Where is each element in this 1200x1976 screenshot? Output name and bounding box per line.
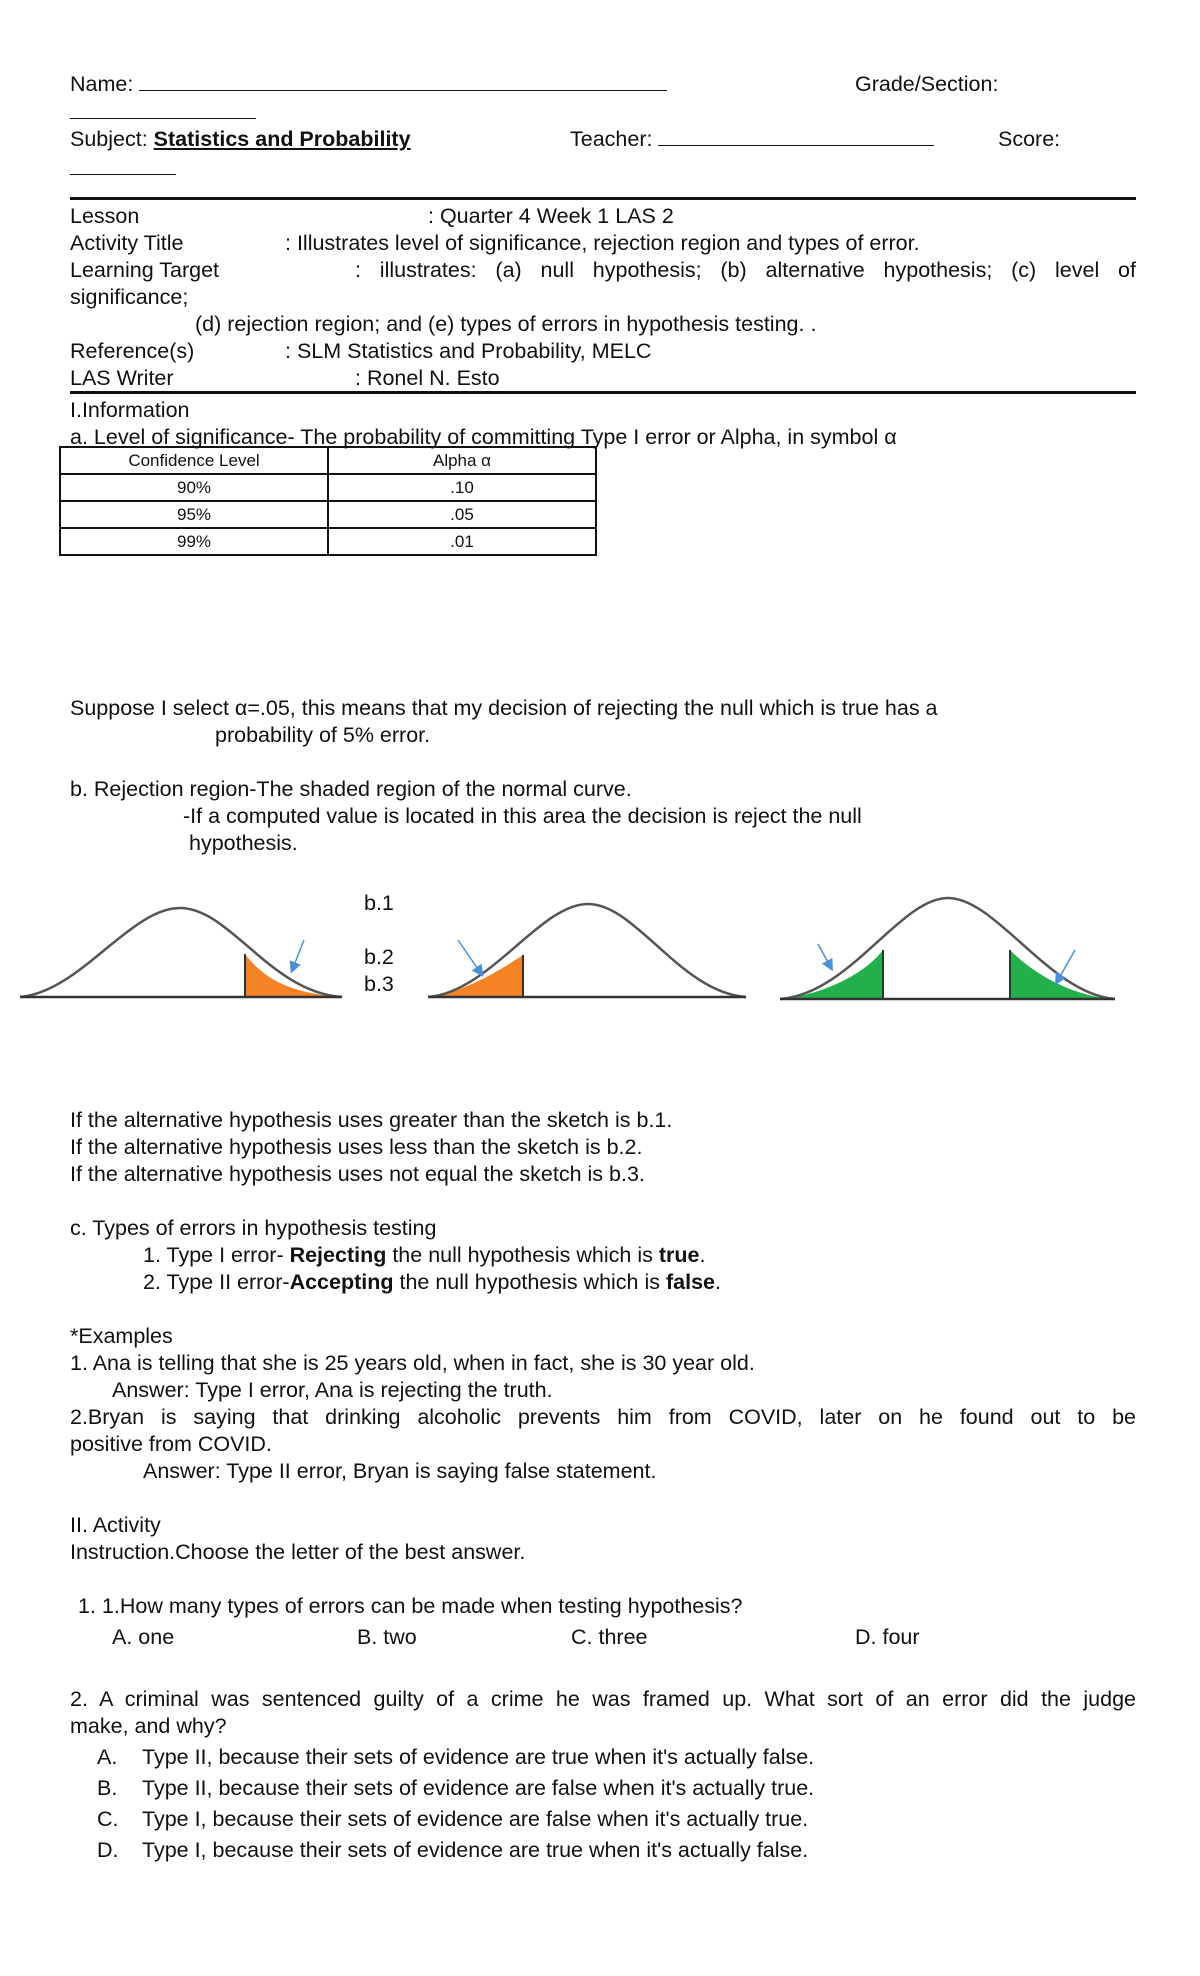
suppose-line1: Suppose I select α=.05, this means that my decision of rejecting the null which is true has a	[70, 696, 938, 720]
example-1: 1. Ana is telling that she is 25 years old, when in fact, she is 30 year old.	[70, 1351, 755, 1375]
suppose-line2: probability of 5% error.	[215, 723, 431, 747]
question-1: 1. 1.How many types of errors can be made when testing hypothesis?	[78, 1594, 743, 1618]
teacher-field[interactable]	[658, 127, 934, 146]
example-2-line1: 2.Bryan is saying that drinking alcoholic prevents him from COVID, later on he found out to be	[70, 1405, 1136, 1429]
q2-option-a[interactable]: A. Type II, because their sets of evidence are true when it's actually false.	[97, 1745, 815, 1769]
info-divider	[70, 391, 1136, 394]
right-tail-shade	[1010, 950, 1115, 999]
example-1-answer: Answer: Type I error, Ana is rejecting the truth.	[112, 1378, 553, 1402]
examples-heading: *Examples	[70, 1324, 173, 1348]
example-2-line2: positive from COVID.	[70, 1432, 272, 1456]
alt-line-2: If the alternative hypothesis uses less than the sketch is b.2.	[70, 1135, 643, 1159]
left-tail-shade	[780, 950, 883, 999]
rejection-line2: -If a computed value is located in this area the decision is reject the null	[183, 804, 862, 828]
activity-title-label: Activity Title	[70, 231, 184, 255]
learning-target-line1: : illustrates: (a) null hypothesis; (b) alternative hypothesis; (c) level of	[355, 258, 1136, 282]
normal-curve	[20, 908, 342, 997]
learning-target-line3: (d) rejection region; and (e) types of errors in hypothesis testing. .	[195, 312, 817, 336]
name-field[interactable]	[139, 72, 667, 91]
question-2-line1: 2. A criminal was sentenced guilty of a crime he was framed up. What sort of an error did the judge	[70, 1687, 1136, 1711]
left-tail-shade	[428, 955, 523, 997]
score-field[interactable]	[70, 156, 176, 182]
sketch-label-b3: b.3	[364, 972, 394, 996]
subject-value: Statistics and Probability	[153, 127, 411, 151]
table-header: Confidence Level	[60, 447, 328, 474]
sketch-label-b2: b.2	[364, 945, 394, 969]
rejection-line1: b. Rejection region-The shaded region of the normal curve.	[70, 777, 632, 801]
example-2-answer: Answer: Type II error, Bryan is saying false statement.	[143, 1459, 657, 1483]
activity-heading: II. Activity	[70, 1513, 161, 1537]
teacher-row	[570, 127, 934, 153]
table-header-row	[60, 447, 596, 474]
sketch-b3-two-tails	[780, 898, 1115, 999]
arrow-icon	[293, 940, 304, 968]
lesson-label: Lesson	[70, 204, 140, 228]
table-cell: .01	[328, 528, 596, 555]
learning-target-line2: significance;	[70, 285, 189, 309]
table-header: Alpha α	[328, 447, 596, 474]
type1-error: 1. Type I error- Rejecting the null hypothesis which is true.	[143, 1243, 706, 1267]
arrow-icon	[458, 940, 480, 972]
references-label: Reference(s)	[70, 339, 195, 363]
confidence-table	[59, 446, 597, 556]
subject-row	[70, 127, 411, 153]
types-heading: c. Types of errors in hypothesis testing	[70, 1216, 437, 1240]
activity-title-value: : Illustrates level of significance, rejection region and types of error.	[285, 231, 920, 255]
writer-value: : Ronel N. Esto	[355, 366, 500, 390]
question-2-line2: make, and why?	[70, 1714, 227, 1738]
q1-option-d[interactable]: D. four	[855, 1625, 920, 1649]
header-divider	[70, 197, 1136, 200]
table-cell: .05	[328, 501, 596, 528]
grade-section-field[interactable]	[70, 100, 256, 126]
lesson-value: : Quarter 4 Week 1 LAS 2	[428, 204, 674, 228]
q2-option-d[interactable]: D. Type I, because their sets of evidence are true when it's actually false.	[97, 1838, 809, 1862]
q2-option-c[interactable]: C. Type I, because their sets of evidence are false when it's actually true.	[97, 1807, 809, 1831]
table-cell: 99%	[60, 528, 328, 555]
q1-option-b[interactable]: B. two	[357, 1625, 417, 1649]
q2-option-b[interactable]: B. Type II, because their sets of evidence are false when it's actually true.	[97, 1776, 815, 1800]
level-of-significance-text: a. Level of significance- The probability of committing Type I error or Alpha, in symbol α	[70, 425, 897, 449]
sketch-b2-left-tail	[428, 904, 746, 997]
instruction: Instruction.Choose the letter of the best answer.	[70, 1540, 526, 1564]
alt-line-1: If the alternative hypothesis uses greater than the sketch is b.1.	[70, 1108, 673, 1132]
score-label: Score:	[998, 127, 1061, 151]
q1-option-c[interactable]: C. three	[571, 1625, 648, 1649]
sketch-b1-right-tail	[20, 908, 342, 997]
right-tail-shade	[245, 954, 342, 997]
grade-section-label: Grade/Section:	[855, 72, 999, 96]
table-cell: .10	[328, 474, 596, 501]
arrow-icon	[1058, 950, 1075, 980]
table-cell: 95%	[60, 501, 328, 528]
table-cell: 90%	[60, 474, 328, 501]
references-value: : SLM Statistics and Probability, MELC	[285, 339, 652, 363]
alt-line-3: If the alternative hypothesis uses not equal the sketch is b.3.	[70, 1162, 645, 1186]
table-row	[60, 474, 596, 501]
sketch-label-b1: b.1	[364, 891, 394, 915]
teacher-label: Teacher:	[570, 127, 653, 151]
arrow-icon	[818, 944, 830, 966]
rejection-line3: hypothesis.	[189, 831, 298, 855]
name-row	[70, 72, 667, 98]
writer-label: LAS Writer	[70, 366, 174, 390]
rejection-region-sketches	[0, 880, 1200, 1030]
q1-option-a[interactable]: A. one	[112, 1625, 175, 1649]
subject-label: Subject:	[70, 127, 148, 151]
normal-curve	[780, 898, 1115, 999]
name-label: Name:	[70, 72, 134, 96]
table-row	[60, 501, 596, 528]
table-row	[60, 528, 596, 555]
information-heading: I.Information	[70, 398, 190, 422]
type2-error: 2. Type II error-Accepting the null hypothesis which is false.	[143, 1270, 721, 1294]
learning-target-label: Learning Target	[70, 258, 220, 282]
